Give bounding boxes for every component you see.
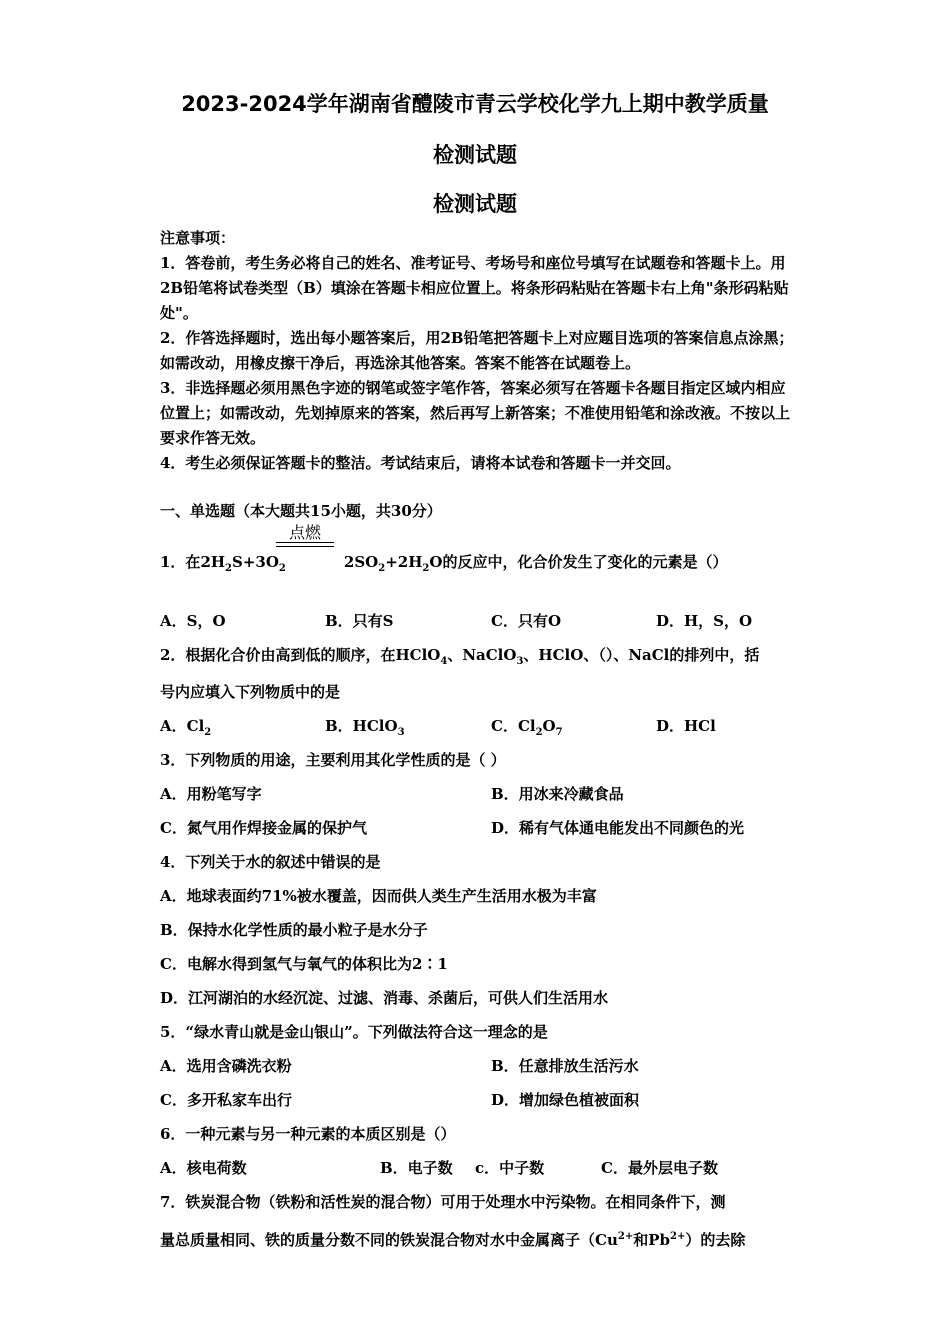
reaction-arrow: [276, 542, 334, 547]
q2-option-b: B．HClO$_3$: [325, 717, 405, 738]
question-2-stem-line-2: 号内应填入下列物质中的是: [160, 683, 341, 701]
q6-option-a: A．核电荷数: [160, 1159, 247, 1177]
q5-option-d: D．增加绿色植被面积: [491, 1091, 640, 1109]
q2-formulas: HClO$_4$、NaClO$_3$、HClO: [395, 646, 584, 667]
q1-option-c: C．只有O: [491, 612, 562, 630]
question-6-stem: 6．一种元素与另一种元素的本质区别是（）: [160, 1125, 456, 1143]
q3-option-c: C．氮气用作焊接金属的保护气: [160, 819, 367, 837]
q4-option-d: D．江河湖泊的水经沉淀、过滤、消毒、杀菌后，可供人们生活用水: [160, 989, 609, 1007]
question-7-stem-line-2: 量总质量相同、铁的质量分数不同的铁炭混合物对水中金属离子（$Cu^{2+}$和$Pb^{2+}$）的去除: [160, 1231, 746, 1249]
q6-option-b: B．电子数: [380, 1159, 453, 1177]
question-7-stem-line-1: 7．铁炭混合物（铁粉和活性炭的混合物）可用于处理水中污染物。在相同条件下，测: [160, 1193, 726, 1211]
q2-option-a: A．$Cl_2$: [160, 717, 212, 738]
q3-option-b: B．用冰来冷藏食品: [491, 785, 624, 803]
q4-option-b: B．保持水化学性质的最小粒子是水分子: [160, 921, 428, 939]
q2-option-c: C．$Cl_2O_7$: [491, 717, 563, 738]
q5-option-b: B．任意排放生活污水: [491, 1057, 639, 1075]
q6-option-d: C．最外层电子数: [601, 1159, 718, 1177]
question-2-stem-line-1: [160, 644, 759, 665]
q3-option-d: D．稀有气体通电能发出不同颜色的光: [491, 819, 745, 837]
question-4-stem: 4．下列关于水的叙述中错误的是: [160, 853, 381, 871]
q2-suffix: 、（）、NaCl的排列中，括: [583, 646, 760, 664]
note-item-3: 3．非选择题必须用黑色字迹的钢笔或签字笔作答，答案必须写在答题卡各题目指定区域内相应位置上；如需改动，先划掉原来的答案，然后再写上新答案；不准使用铅笔和涂改液。不按以上要求作答无效。: [160, 379, 791, 447]
question-3-stem: 3．下列物质的用途，主要利用其化学性质的是（ ）: [160, 751, 506, 769]
q1-option-a: A．S，O: [160, 612, 226, 630]
title-line-1: 2023-2024学年湖南省醴陵市青云学校化学九上期中教学质量: [181, 92, 769, 116]
title-line-2: 检测试题: [433, 143, 517, 167]
q4-option-a: A．地球表面约71%被水覆盖，因而供人类生产生活用水极为丰富: [160, 887, 597, 905]
q1-option-d: D．H，S，O: [656, 612, 753, 630]
q6-option-c: c．中子数: [475, 1159, 545, 1177]
section-heading: 一、单选题（本大题共15小题，共30分）: [160, 502, 442, 520]
q3-option-a: A．用粉笔写字: [160, 785, 262, 803]
q4-option-c: C．电解水得到氢气与氧气的体积比为2∶1: [160, 955, 448, 973]
q2-prefix: 2．根据化合价由高到低的顺序，在: [160, 646, 396, 664]
q2-option-d: D．HCl: [656, 717, 716, 735]
title-line-3: 检测试题: [433, 192, 517, 216]
note-item-1: 1．答卷前，考生务必将自己的姓名、准考证号、考场号和座位号填写在试题卷和答题卡上。用2B铅笔将试卷类型（B）填涂在答题卡相应位置上。将条形码粘贴在答题卡右上角"条形码粘贴处"。: [160, 254, 789, 322]
q5-option-c: C．多开私家车出行: [160, 1091, 292, 1109]
question-1-stem: [160, 551, 727, 572]
question-5-stem: 5．“绿水青山就是金山银山”。下列做法符合这一理念的是: [160, 1023, 548, 1041]
note-item-2: 2．作答选择题时，选出每小题答案后，用2B铅笔把答题卡上对应题目选项的答案信息点涂黑；如需改动，用橡皮擦干净后，再选涂其他答案。答案不能答在试题卷上。: [160, 329, 794, 372]
notes-block: [160, 226, 796, 476]
note-item-4: 4．考生必须保证答题卡的整洁。考试结束后，请将本试卷和答题卡一并交回。: [160, 454, 681, 472]
reaction-condition: 点燃: [288, 523, 321, 542]
q1-reactants: $2H_2S+3O_2$: [200, 553, 286, 574]
q5-option-a: A．选用含磷洗衣粉: [160, 1057, 292, 1075]
q1-option-b: B．只有S: [325, 612, 394, 630]
q1-products: $2SO_2+2H_2O$: [343, 553, 443, 574]
notes-heading: 注意事项：: [160, 229, 236, 247]
q1-suffix: 的反应中，化合价发生了变化的元素是（）: [442, 553, 728, 571]
q1-prefix: 1．在: [160, 553, 201, 571]
